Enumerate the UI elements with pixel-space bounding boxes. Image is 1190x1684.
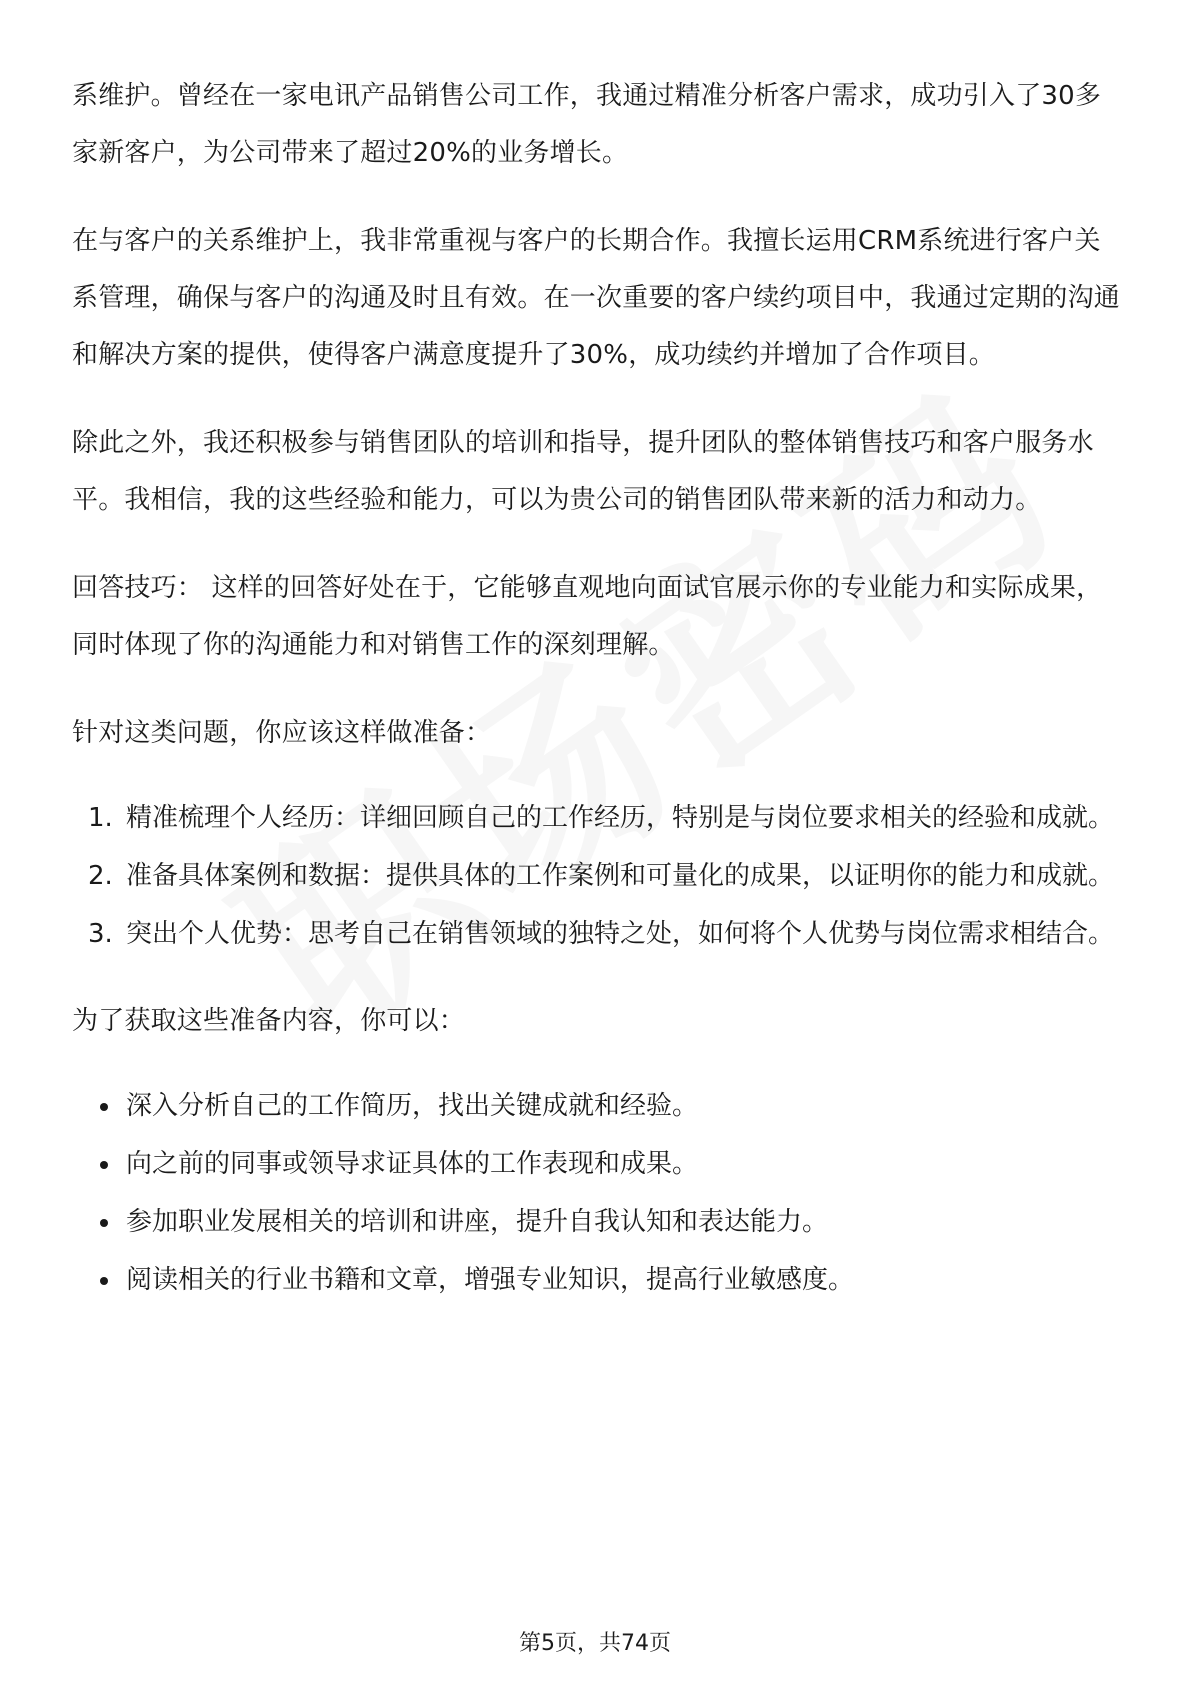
list-item-number: 3. [88, 919, 113, 949]
bullet-icon [100, 1219, 108, 1227]
page-number-footer: 第5页，共74页 [519, 1631, 671, 1656]
list-item [72, 906, 1122, 963]
preparation-steps-list [72, 790, 1122, 963]
list-item [72, 1252, 1122, 1309]
list-item [72, 1194, 1122, 1251]
sources-intro: 为了获取这些准备内容，你可以： [72, 1006, 466, 1036]
list-item [72, 1078, 1122, 1135]
list-item [72, 790, 1122, 847]
list-item [72, 848, 1122, 905]
bullet-icon [100, 1277, 108, 1285]
page-content [72, 68, 1122, 1310]
list-item-text: 深入分析自己的工作简历，找出关键成就和经验。 [126, 1091, 699, 1121]
answer-tips-paragraph: 回答技巧： 这样的回答好处在于，它能够直观地向面试官展示你的专业能力和实际成果，同时体现了你的沟通能力和对销售工作的深刻理解。 [72, 573, 1103, 660]
sources-bullet-list [72, 1078, 1122, 1309]
list-item [72, 1136, 1122, 1193]
list-item-number: 2. [88, 861, 113, 891]
list-item-number: 1. [88, 803, 113, 833]
list-item-text: 精准梳理个人经历：详细回顾自己的工作经历，特别是与岗位要求相关的经验和成就。 [126, 803, 1115, 833]
list-item-text: 阅读相关的行业书籍和文章，增强专业知识，提高行业敏感度。 [126, 1265, 855, 1295]
paragraph-2: 在与客户的关系维护上，我非常重视与客户的长期合作。我擅长运用CRM系统进行客户关系管理，确保与客户的沟通及时且有效。在一次重要的客户续约项目中，我通过定期的沟通和解决方案的提供，使得客户满意度提升了30%，成功续约并增加了合作项目。 [72, 226, 1121, 370]
list-item-text: 准备具体案例和数据：提供具体的工作案例和可量化的成果，以证明你的能力和成就。 [126, 861, 1115, 891]
preparation-intro: 针对这类问题，你应该这样做准备： [72, 718, 492, 748]
paragraph-3: 除此之外，我还积极参与销售团队的培训和指导，提升团队的整体销售技巧和客户服务水平。我相信，我的这些经验和能力，可以为贵公司的销售团队带来新的活力和动力。 [72, 428, 1094, 515]
bullet-icon [100, 1103, 108, 1111]
bullet-icon [100, 1161, 108, 1169]
list-item-text: 突出个人优势：思考自己在销售领域的独特之处，如何将个人优势与岗位需求相结合。 [126, 919, 1115, 949]
list-item-text: 向之前的同事或领导求证具体的工作表现和成果。 [126, 1149, 699, 1179]
list-item-text: 参加职业发展相关的培训和讲座，提升自我认知和表达能力。 [126, 1207, 829, 1237]
paragraph-1: 系维护。曾经在一家电讯产品销售公司工作，我通过精准分析客户需求，成功引入了30多家新客户，为公司带来了超过20%的业务增长。 [72, 81, 1102, 168]
